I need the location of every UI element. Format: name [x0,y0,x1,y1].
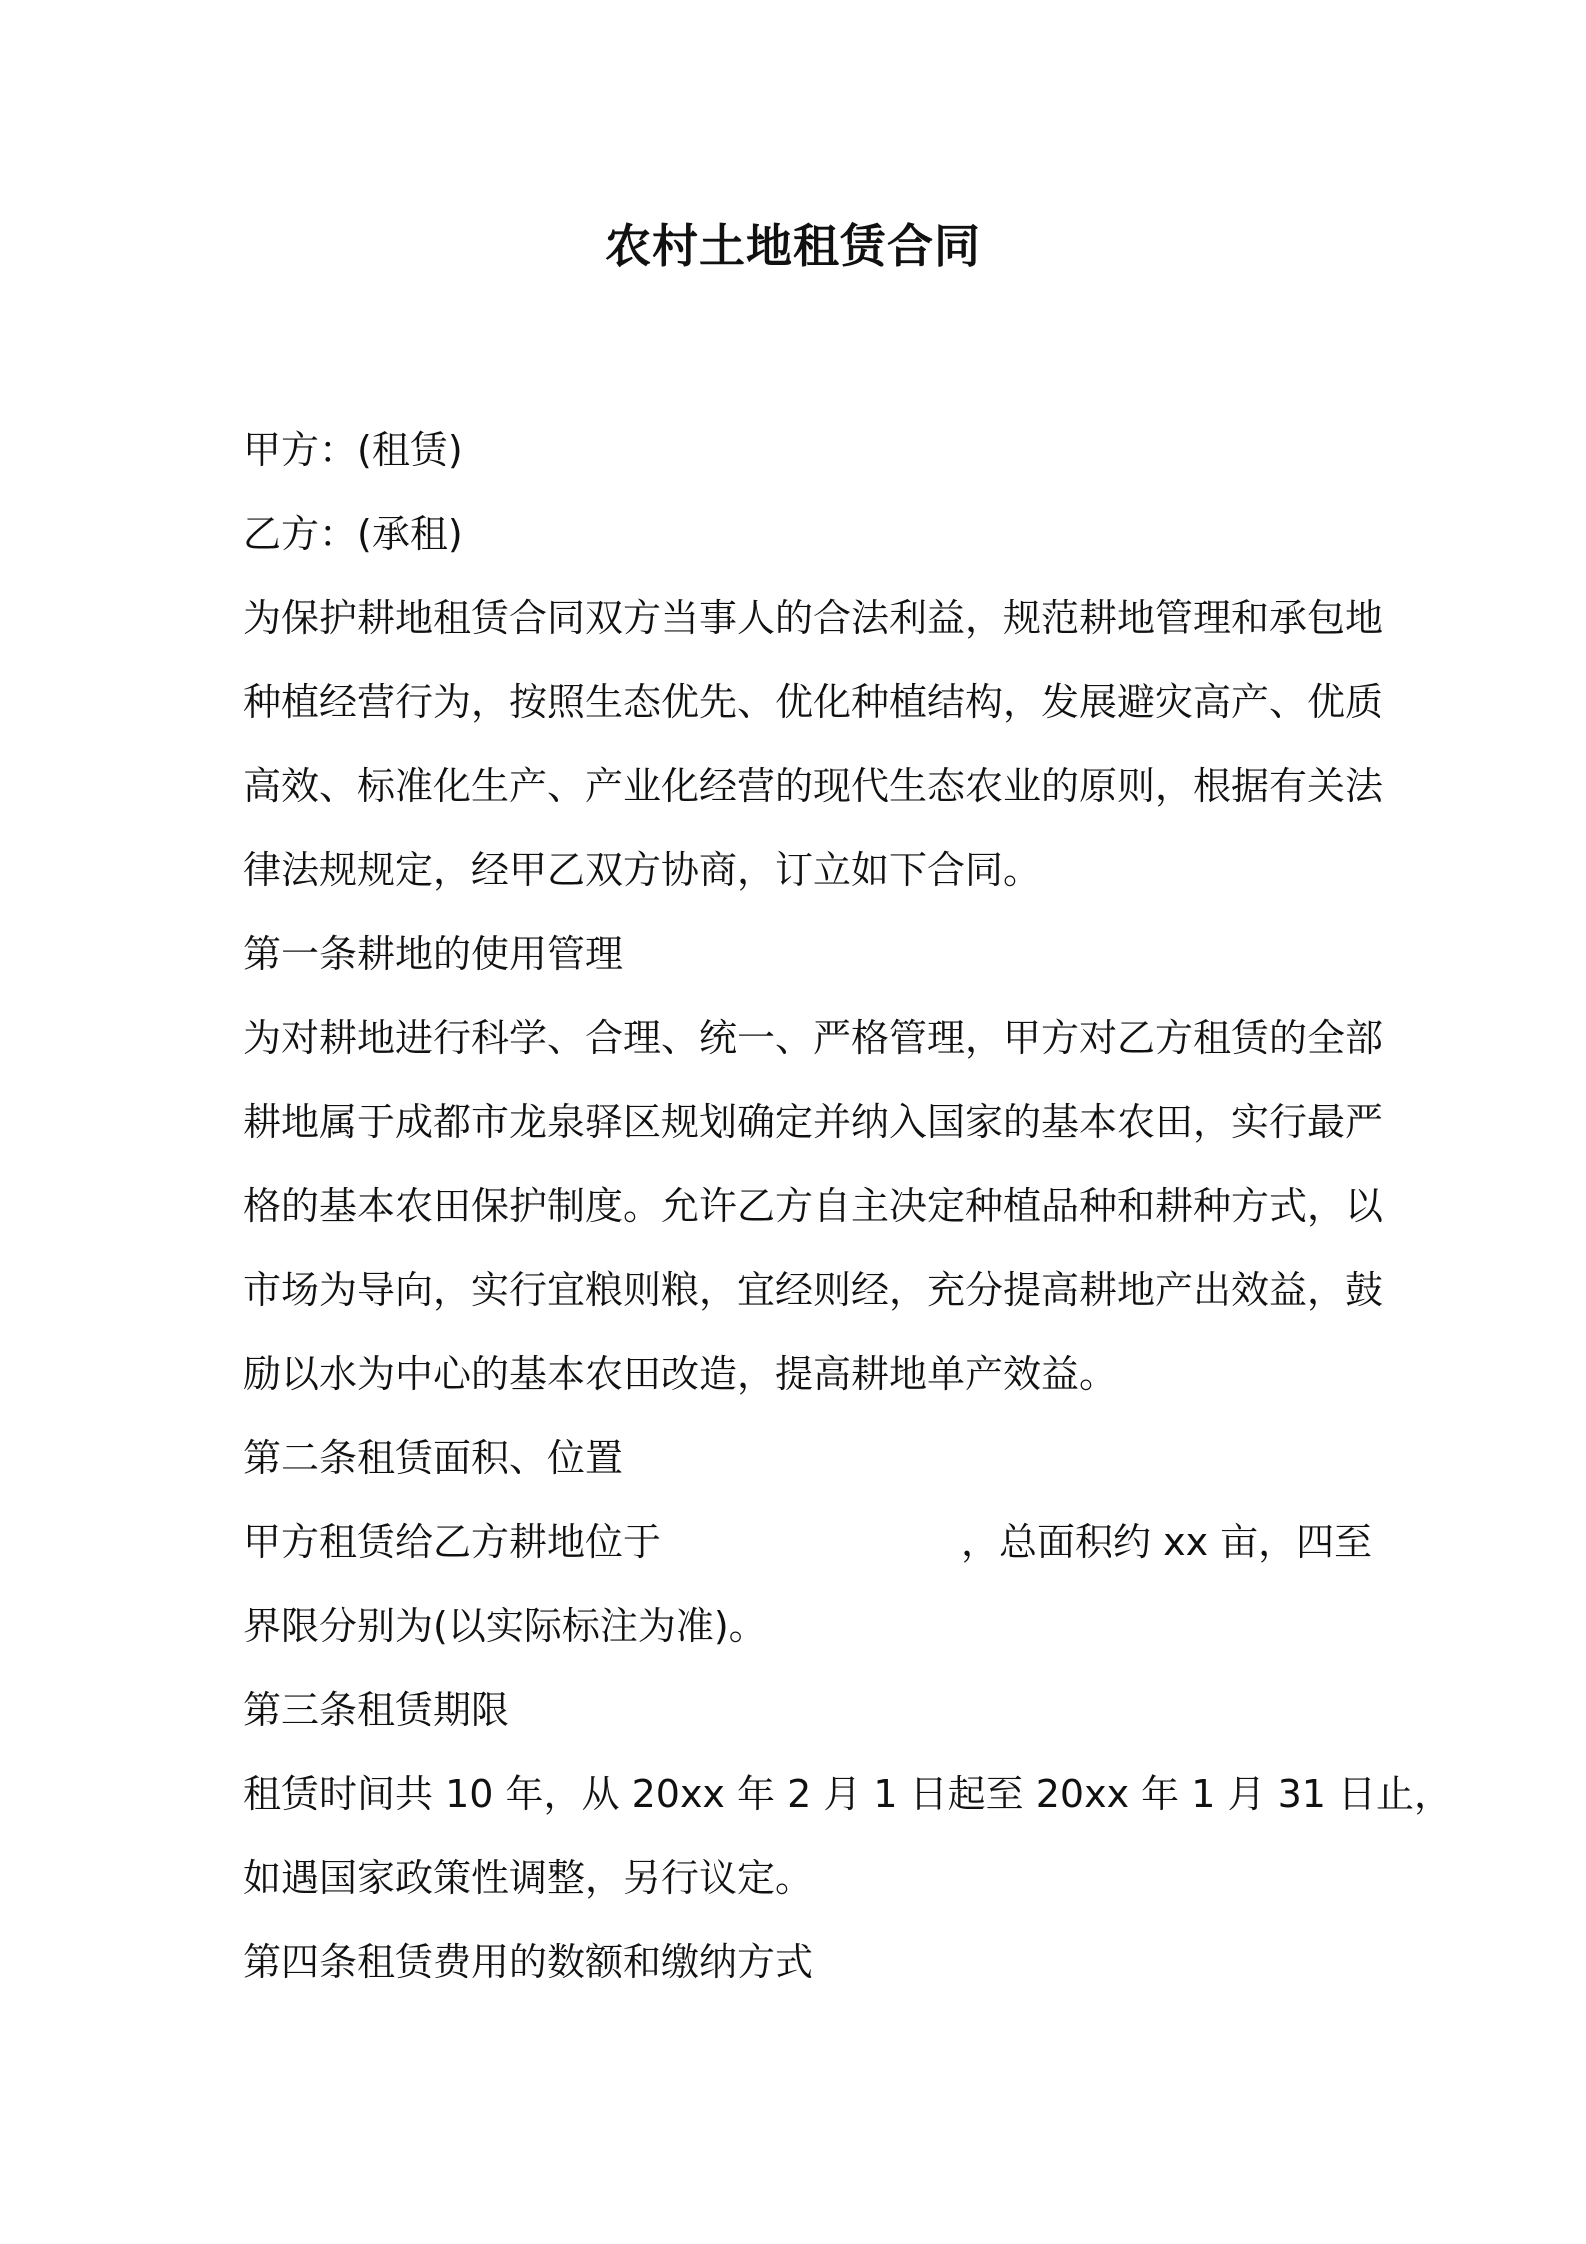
document-body [243,408,1453,2004]
article-2-location-prefix: 甲方租赁给乙方耕地位于 [243,1520,662,1564]
article-3-line: 租赁时间共 10 年，从 20xx 年 2 月 1 日起至 20xx 年 1 月 31 日止， [243,1772,1453,1816]
article-2-heading: 第二条租赁面积、位置 [243,1436,624,1480]
preamble-line: 种植经营行为，按照生态优先、优化种植结构，发展避灾高产、优质 [243,680,1384,724]
document-title: 农村土地租赁合同 [605,219,981,273]
article-1-heading: 第一条耕地的使用管理 [243,932,624,976]
party-b-line: 乙方：(承租) [243,512,463,556]
article-2-line: 界限分别为(以实际标注为准)。 [243,1604,767,1648]
article-1-line: 格的基本农田保护制度。允许乙方自主决定种植品种和耕种方式，以 [243,1184,1384,1228]
article-2-line [243,1500,1373,1584]
preamble-line: 高效、标准化生产、产业化经营的现代生态农业的原则，根据有关法 [243,764,1384,808]
article-3-heading: 第三条租赁期限 [243,1688,510,1732]
article-1-line: 为对耕地进行科学、合理、统一、严格管理，甲方对乙方租赁的全部 [243,1016,1384,1060]
preamble-line: 律法规规定，经甲乙双方协商，订立如下合同。 [243,848,1042,892]
article-3-line: 如遇国家政策性调整，另行议定。 [243,1856,814,1900]
article-1-line: 耕地属于成都市龙泉驿区规划确定并纳入国家的基本农田，实行最严 [243,1100,1384,1144]
article-1-line: 市场为导向，实行宜粮则粮，宜经则经，充分提高耕地产出效益，鼓 [243,1268,1384,1312]
article-1-line: 励以水为中心的基本农田改造，提高耕地单产效益。 [243,1352,1118,1396]
article-4-heading: 第四条租赁费用的数额和缴纳方式 [243,1940,814,1984]
preamble-line: 为保护耕地租赁合同双方当事人的合法利益，规范耕地管理和承包地 [243,596,1384,640]
article-2-area-text: ，总面积约 xx 亩，四至 [961,1520,1373,1564]
party-a-line: 甲方：(租赁) [243,428,463,472]
